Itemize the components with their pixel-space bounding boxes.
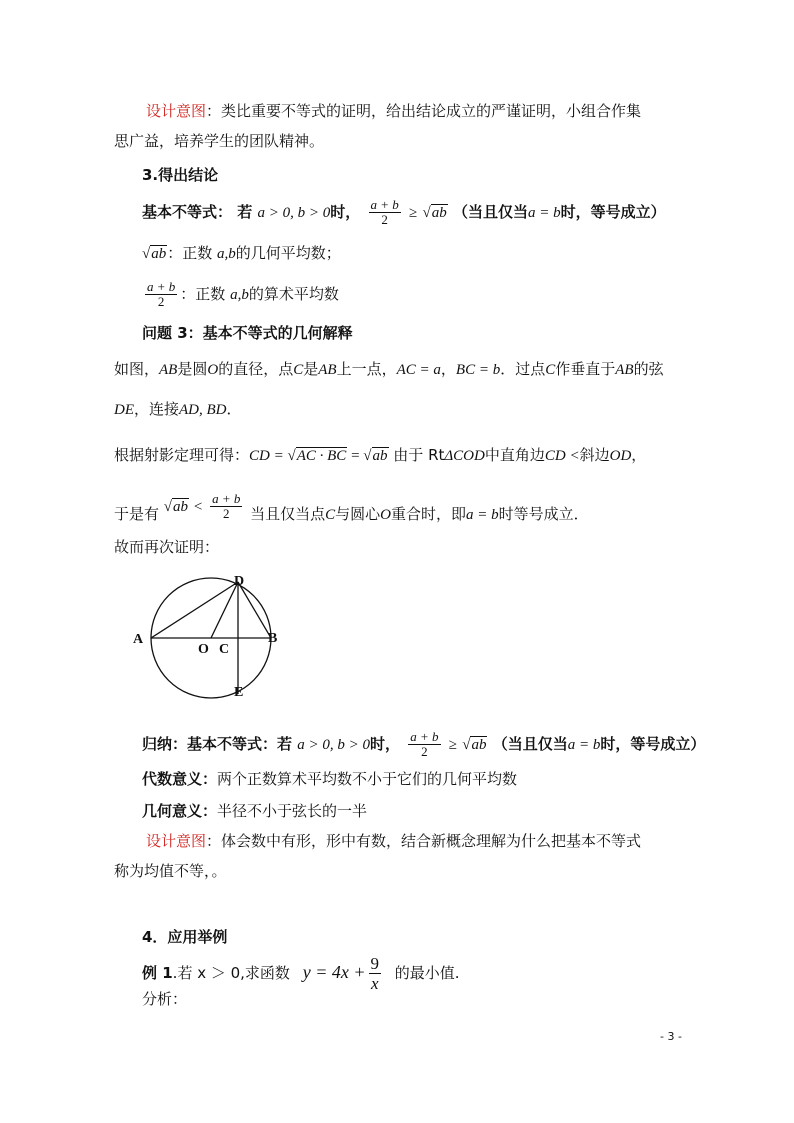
fraction-am: $\frac{a + b}{2}$ <box>147 279 176 309</box>
page-number: - 3 - <box>660 1030 682 1043</box>
analysis-label: 分析： <box>142 990 188 1008</box>
circle-diagram <box>128 568 298 708</box>
design-intent-label: 设计意图 <box>146 832 207 850</box>
basic-inequality-line: 基本不等式： 若 a > 0, b > 0时， $\frac{a + b}{2}$ ≥ √ab （当且仅当a = b时，等号成立） <box>142 197 666 227</box>
fraction-am: $\frac{a + b}{2}$ <box>370 197 399 227</box>
design-intent-1-line1: 设计意图：类比重要不等式的证明，给出结论成立的严谨证明，小组合作集 <box>146 102 642 120</box>
label-o: O <box>198 642 209 657</box>
label-d: D <box>234 574 245 589</box>
label-b: B <box>268 631 278 646</box>
design-intent-2-line1: 设计意图：体会数中有形，形中有数，结合新概念理解为什么把基本不等式 <box>146 832 642 850</box>
label-e: E <box>234 685 244 700</box>
sqrt-ab: √ab <box>422 205 447 221</box>
sqrt-ab: √ab <box>142 246 167 262</box>
algebraic-meaning: 代数意义：两个正数算术平均数不小于它们的几何平均数 <box>142 770 518 788</box>
projection-theorem-line: 根据射影定理可得：CD = √AC · BC = √ab 由于 RtΔCOD中直角边CD <斜边OD， <box>114 446 647 464</box>
example-1: 例 1.若 x ＞ 0,求函数 y = 4x + $\frac{9}{x}$ 的最小值. <box>142 954 460 993</box>
section-4-title: 4．应用举例 <box>142 928 228 946</box>
proof-again-label: 故而再次证明： <box>114 538 220 556</box>
geometry-description-line1: 如图，AB是圆O的直径，点C是AB上一点，AC = a，BC = b．过点C作垂直于AB的弦 <box>114 360 664 378</box>
segment-bd <box>238 582 271 638</box>
label-c: C <box>219 642 230 657</box>
geometric-mean-line: √ab：正数 a,b的几何平均数； <box>142 244 341 262</box>
geometric-meaning: 几何意义：半径不小于弦长的一半 <box>142 802 368 820</box>
fraction-am: $\frac{a + b}{2}$ <box>212 491 241 521</box>
design-intent-1-line2: 思广益，培养学生的团队精神。 <box>114 132 325 150</box>
conclusion-line: 于是有 √ab < $\frac{a + b}{2}$ 当且仅当点C与圆心O重合时，即a = b时等号成立． <box>114 491 589 523</box>
fraction-am: $\frac{a + b}{2}$ <box>410 729 439 759</box>
summary-line: 归纳：基本不等式：若 a > 0, b > 0时， $\frac{a + b}{2}$ ≥ √ab （当且仅当a = b时，等号成立） <box>142 729 706 759</box>
arithmetic-mean-line: $\frac{a + b}{2}$ ：正数 a,b的算术平均数 <box>147 279 339 309</box>
problem-3-title: 问题 3：基本不等式的几何解释 <box>142 324 353 342</box>
design-intent-2-line2: 称为均值不等，。 <box>114 862 227 880</box>
section-3-title: 3.得出结论 <box>142 166 219 184</box>
label-a: A <box>133 632 144 647</box>
geometry-description-line2: DE，连接AD, BD． <box>114 400 242 418</box>
design-intent-label: 设计意图 <box>146 102 207 120</box>
